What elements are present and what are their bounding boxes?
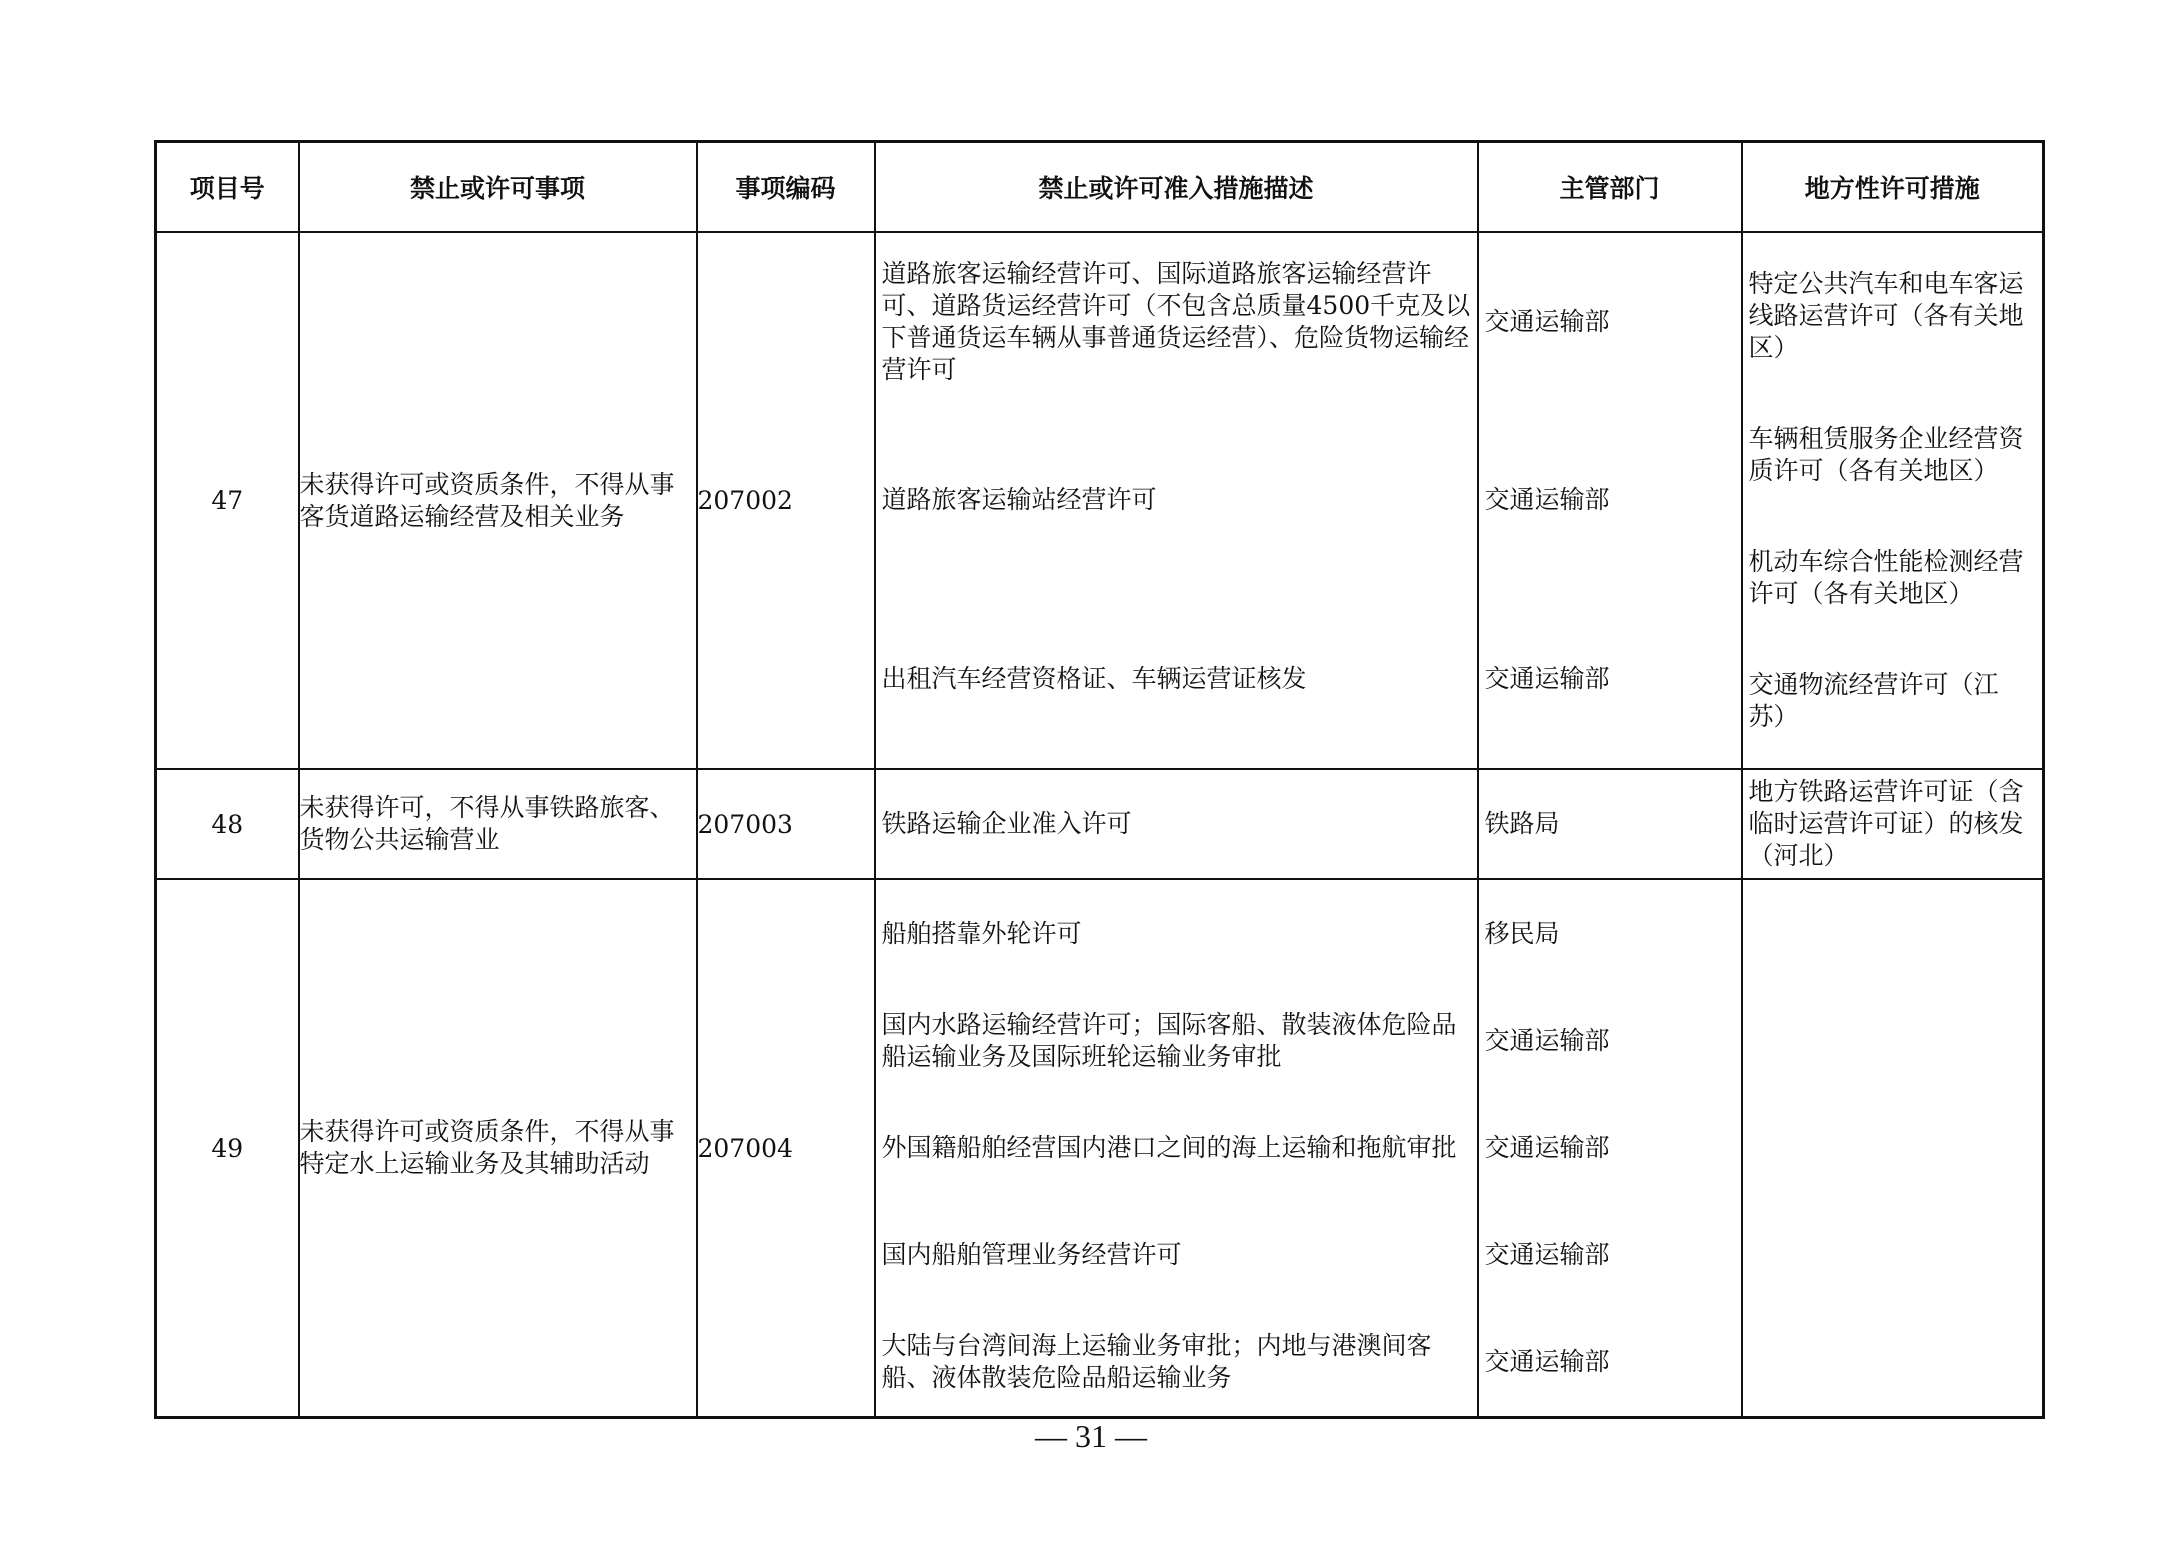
row-number: 49 bbox=[156, 879, 299, 1418]
local-measure: 机动车综合性能检测经营许可（各有关地区） bbox=[1748, 546, 2024, 608]
measure-dept: 移民局 bbox=[1484, 918, 1560, 948]
measure-dept: 交通运输部 bbox=[1484, 485, 1610, 515]
row-dept-cell bbox=[1478, 232, 1742, 769]
row-number: 47 bbox=[156, 232, 299, 769]
row-local-cell bbox=[1742, 879, 2044, 1418]
measure-desc: 国内水路运输经营许可；国际客船、散装液体危险品船运输业务及国际班轮运输业务审批 bbox=[881, 1009, 1457, 1071]
row-dept-cell bbox=[1478, 769, 1742, 879]
header-code: 事项编码 bbox=[697, 142, 875, 233]
measure-desc: 国内船舶管理业务经营许可 bbox=[881, 1240, 1182, 1270]
local-measure: 车辆租赁服务企业经营资质许可（各有关地区） bbox=[1748, 424, 2024, 486]
header-row bbox=[156, 142, 2044, 233]
measure-desc: 大陆与台湾间海上运输业务审批；内地与港澳间客船、液体散装危险品船运输业务 bbox=[881, 1331, 1432, 1393]
measure-dept: 铁路局 bbox=[1484, 809, 1560, 838]
header-dept: 主管部门 bbox=[1478, 142, 1742, 233]
row-local-cell bbox=[1742, 769, 2044, 879]
row-item: 未获得许可，不得从事铁路旅客、货物公共运输营业 bbox=[299, 769, 697, 879]
local-measure: 地方铁路运营许可证（含临时运营许可证）的核发（河北） bbox=[1748, 777, 2024, 870]
header-item: 禁止或许可事项 bbox=[299, 142, 697, 233]
row-code: 207004 bbox=[697, 879, 875, 1418]
row-desc-cell bbox=[875, 879, 1478, 1418]
row-desc-cell bbox=[875, 232, 1478, 769]
measure-desc: 铁路运输企业准入许可 bbox=[881, 809, 1132, 838]
measure-desc: 外国籍船舶经营国内港口之间的海上运输和拖航审批 bbox=[881, 1133, 1457, 1162]
row-item: 未获得许可或资质条件，不得从事特定水上运输业务及其辅助活动 bbox=[299, 879, 697, 1418]
permit-table bbox=[154, 140, 2045, 1419]
row-code: 207003 bbox=[697, 769, 875, 879]
measure-dept: 交通运输部 bbox=[1484, 1347, 1610, 1377]
row-dept-cell bbox=[1478, 879, 1742, 1418]
row-local-cell bbox=[1742, 232, 2044, 769]
local-measure: 交通物流经营许可（江苏） bbox=[1748, 669, 1999, 731]
row-desc-cell bbox=[875, 769, 1478, 879]
measure-desc: 船舶搭靠外轮许可 bbox=[881, 918, 1082, 948]
measure-dept: 交通运输部 bbox=[1484, 663, 1610, 693]
table-row-48 bbox=[156, 769, 2044, 879]
table-row-47 bbox=[156, 232, 2044, 769]
row-number: 48 bbox=[156, 769, 299, 879]
local-measure: 特定公共汽车和电车客运线路运营许可（各有关地区） bbox=[1748, 269, 2024, 363]
header-no: 项目号 bbox=[156, 142, 299, 233]
page-number: — 31 — bbox=[1035, 1418, 1147, 1454]
measure-dept: 交通运输部 bbox=[1484, 1025, 1610, 1055]
measure-dept: 交通运输部 bbox=[1484, 307, 1610, 337]
header-desc: 禁止或许可准入措施描述 bbox=[875, 142, 1478, 233]
row-code: 207002 bbox=[697, 232, 875, 769]
table-row-49 bbox=[156, 879, 2044, 1418]
measure-desc: 出租汽车经营资格证、车辆运营证核发 bbox=[881, 663, 1307, 693]
header-local: 地方性许可措施 bbox=[1742, 142, 2044, 233]
measure-desc: 道路旅客运输经营许可、国际道路旅客运输经营许可、道路货运经营许可（不包含总质量4500千克及以下普通货运车辆从事普通货运经营）、危险货物运输经营许可 bbox=[881, 259, 1471, 385]
measure-dept: 交通运输部 bbox=[1484, 1133, 1610, 1162]
measure-dept: 交通运输部 bbox=[1484, 1240, 1610, 1270]
row-item: 未获得许可或资质条件，不得从事客货道路运输经营及相关业务 bbox=[299, 232, 697, 769]
measure-desc: 道路旅客运输站经营许可 bbox=[881, 485, 1157, 515]
